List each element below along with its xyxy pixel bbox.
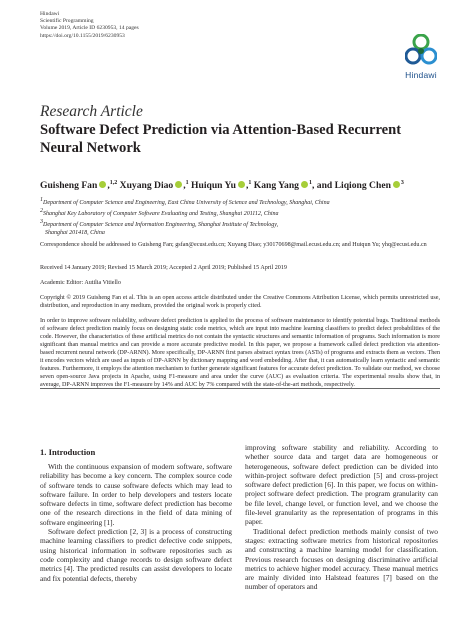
author-name: Xuyang Diao <box>119 180 174 192</box>
body-paragraph: improving software stability and reliability. According to whether source data and target data are homogeneous or heterogeneous, software defect prediction can be divided into within-project software defect prediction [5] and cross-project software defect prediction [6]. In this paper, we focus on within-project software defect prediction. The program granularity can be file level, change level, or function level, and we choose the file-level granularity as the representation of programs in this paper. <box>245 443 438 527</box>
orcid-icon[interactable] <box>175 181 182 188</box>
correspondence-note: Correspondence should be addressed to Guisheng Fan; gsfan@ecust.edu.cn; Xuyang Diao; y30170698@mail.ecust.edu.cn; and Huiqun Yu; yhq@ecust.edu.cn <box>40 242 427 248</box>
author-name: Huiqun Yu <box>191 180 236 192</box>
paper-title: Software Defect Prediction via Attention-Based Recurrent Neural Network <box>40 122 402 156</box>
publisher-name: Hindawi <box>40 11 60 17</box>
orcid-icon[interactable] <box>301 181 308 188</box>
doi-link[interactable]: https://doi.org/10.1155/2019/6230953 <box>40 32 125 39</box>
affiliation-item: $^3$Department of Computer Science and Information Engineering, Shanghai Institute of Technology, <box>40 218 279 228</box>
affiliations <box>40 197 330 238</box>
orcid-icon[interactable] <box>393 181 400 188</box>
journal-name: Scientific Programming <box>40 18 94 25</box>
logo-text: Hindawi <box>405 70 437 80</box>
author-name: Guisheng Fan <box>40 180 98 192</box>
right-column <box>245 443 438 592</box>
section-heading: 1. Introduction <box>40 447 96 457</box>
body-paragraph: Software defect prediction [2, 3] is a process of constructing machine learning classifiers to predict defective code snippets, using historical information in software repositories such as code complexity and change records to design software defect metrics [4]. The predicted results can assist developers to locate and fix potential defects, thereby <box>40 527 232 583</box>
hindawi-logo-icon <box>405 34 437 68</box>
article-type: Research Article <box>40 103 143 120</box>
volume-info: Volume 2019, Article ID 6230953, 14 pages <box>40 25 139 32</box>
author-list: Guisheng Fan ,$^{1,2}$ Xuyang Diao ,$^1$ Huiqun Yu ,$^1$ Kang Yang $^1$, and Liqiong Chen $^3$ <box>40 180 404 192</box>
journal-header <box>40 11 139 40</box>
affiliation-item: $^1$Department of Computer Science and Engineering, East China University of Science and Technology, Shanghai, China <box>40 197 330 206</box>
publication-dates: Received 14 January 2019; Revised 15 March 2019; Accepted 2 April 2019; Published 15 April 2019 <box>40 265 287 271</box>
left-column <box>40 462 232 583</box>
abstract-text: In order to improve software reliability, software defect prediction is applied to the process of software maintenance to identify potential bugs. Traditional methods of software defect prediction mainly focus on designing static code metrics, which are input into machine learning classifiers to predict defect probabilities of the code. However, the characteristics of these artificial metrics do not contain the syntactic structures and semantic information of programs. Such information is more significant than manual metrics and can provide a more accurate predictive model. In this paper, we propose a framework called defect prediction via attention-based recurrent neural network (DP-ARNN). More specifically, DP-ARNN first parses abstract syntax trees (ASTs) of programs and extracts them as vectors. Then it encodes vectors which are used as inputs of DP-ARNN by dictionary mapping and word embedding. After that, it can automatically learn syntactic and semantic features. Furthermore, it employs the attention mechanism to further generate significant features for accurate defect prediction. To validate our method, we choose seven open-source Java projects in Apache, using F1-measure and area under the curve (AUC) as evaluation criteria. The experimental results show that, in average, DP-ARNN improves the F1-measure by 14% and AUC by 7% compared with the state-of-the-art methods, respectively. <box>40 318 440 388</box>
affiliation-item: $^2$Shanghai Key Laboratory of Computer Software Evaluating and Testing, Shanghai 201112, China <box>40 207 279 217</box>
author-name: Kang Yang <box>253 180 299 192</box>
affiliation-continuation: Shanghai 201418, China <box>45 229 105 236</box>
copyright-notice: Copyright © 2019 Guisheng Fan et al. This is an open access article distributed under the Creative Commons Attribution License, which permits unrestricted use, distribution, and reproduction in any medium, provided the original work is properly cited. <box>40 295 440 309</box>
orcid-icon[interactable] <box>238 181 245 188</box>
author-name: Liqiong Chen <box>334 180 391 192</box>
hindawi-logo <box>395 34 447 80</box>
orcid-icon[interactable] <box>99 181 106 188</box>
body-paragraph: Traditional defect prediction methods mainly consist of two stages: extracting software metrics from historical repositories and constructing a machine learning model for classification. Previous research focuses on designing discriminative artificial metrics to achieve higher model accuracy. These manual metrics are mainly divided into Halstead features [7] based on the number of operators and <box>245 526 438 592</box>
academic-editor: Academic Editor: Autilia Vitiello <box>40 280 121 286</box>
body-paragraph: With the continuous expansion of modern software, software reliability has become a key concern. The complex source code of software tends to cause software defects which may lead to software failure. In order to help developers and testers locate software defects in time, software defect prediction has become one of the research directions in the field of data mining of software engineering [1]. <box>40 462 232 527</box>
section-divider <box>40 388 440 389</box>
